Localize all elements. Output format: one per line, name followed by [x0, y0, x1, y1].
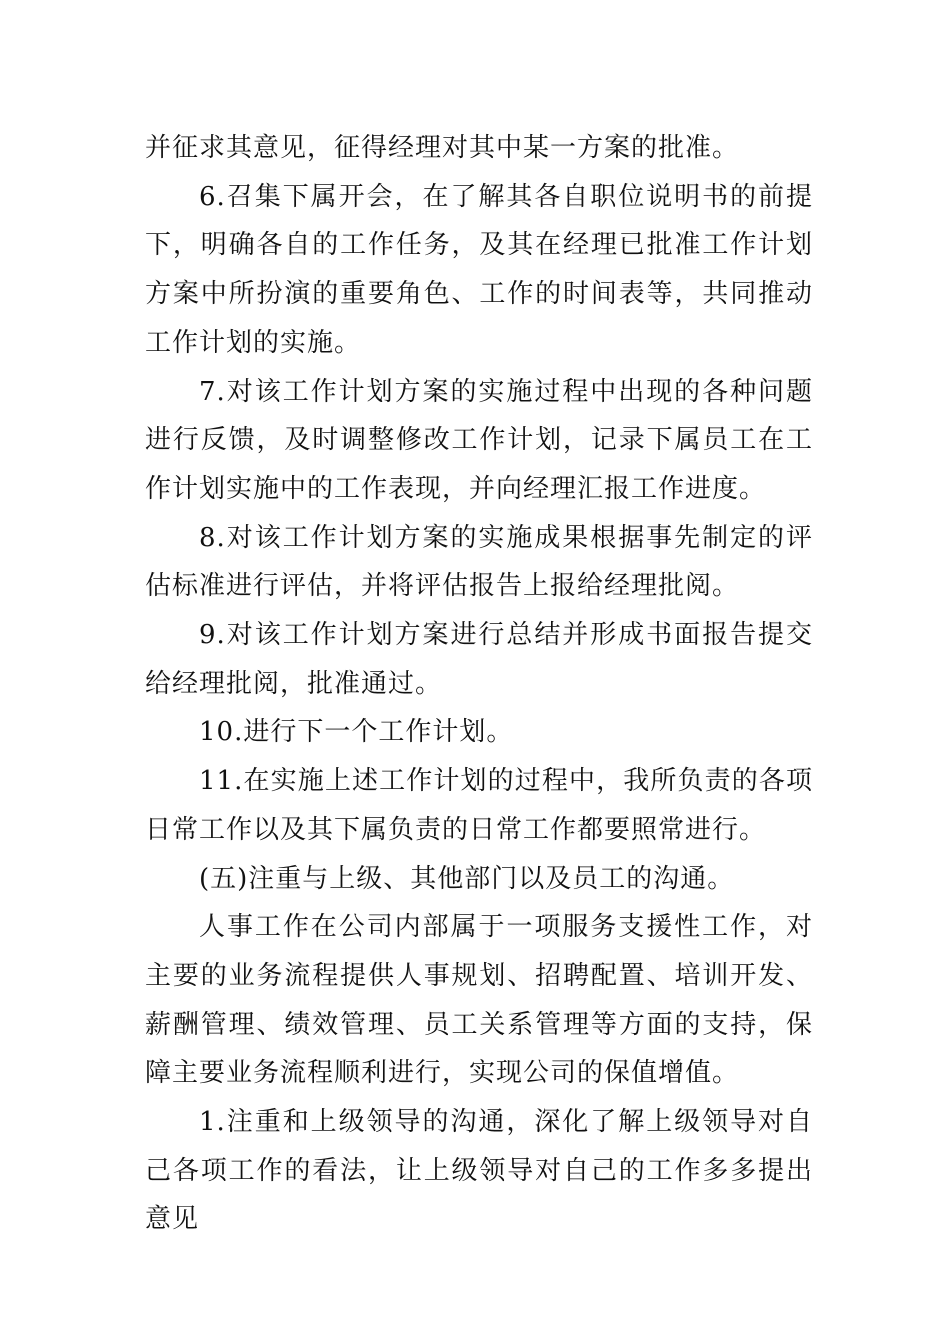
- paragraph-sub-1: 1.注重和上级领导的沟通，深化了解上级领导对自己各项工作的看法，让上级领导对自己的工作多多提出意见: [145, 1107, 813, 1235]
- paragraph-continuation: 并征求其意见，征得经理对其中某一方案的批准。: [145, 133, 740, 163]
- paragraph-item-11: 11.在实施上述工作计划的过程中，我所负责的各项日常工作以及其下属负责的日常工作都要照常进行。: [145, 766, 813, 845]
- paragraph-item-9: 9.对该工作计划方案进行总结并形成书面报告提交给经理批阅，批准通过。: [145, 620, 813, 699]
- paragraph-item-10: 10.进行下一个工作计划。: [199, 717, 514, 748]
- section-heading-5: (五)注重与上级、其他部门以及员工的沟通。: [199, 863, 735, 894]
- document-body: [145, 124, 813, 1244]
- paragraph-item-7: 7.对该工作计划方案的实施过程中出现的各种问题进行反馈，及时调整修改工作计划，记录下属员工在工作计划实施中的工作表现，并向经理汇报工作进度。: [145, 376, 813, 504]
- paragraph-item-6: 6.召集下属开会，在了解其各自职位说明书的前提下，明确各自的工作任务，及其在经理已批准工作计划方案中所扮演的重要角色、工作的时间表等，共同推动工作计划的实施。: [145, 181, 813, 358]
- paragraph-intro: 人事工作在公司内部属于一项服务支援性工作，对主要的业务流程提供人事规划、招聘配置、培训开发、薪酬管理、绩效管理、员工关系管理等方面的支持，保障主要业务流程顺利进行，实现公司的保值增值。: [145, 912, 813, 1089]
- paragraph-item-8: 8.对该工作计划方案的实施成果根据事先制定的评估标准进行评估，并将评估报告上报给经理批阅。: [145, 522, 813, 602]
